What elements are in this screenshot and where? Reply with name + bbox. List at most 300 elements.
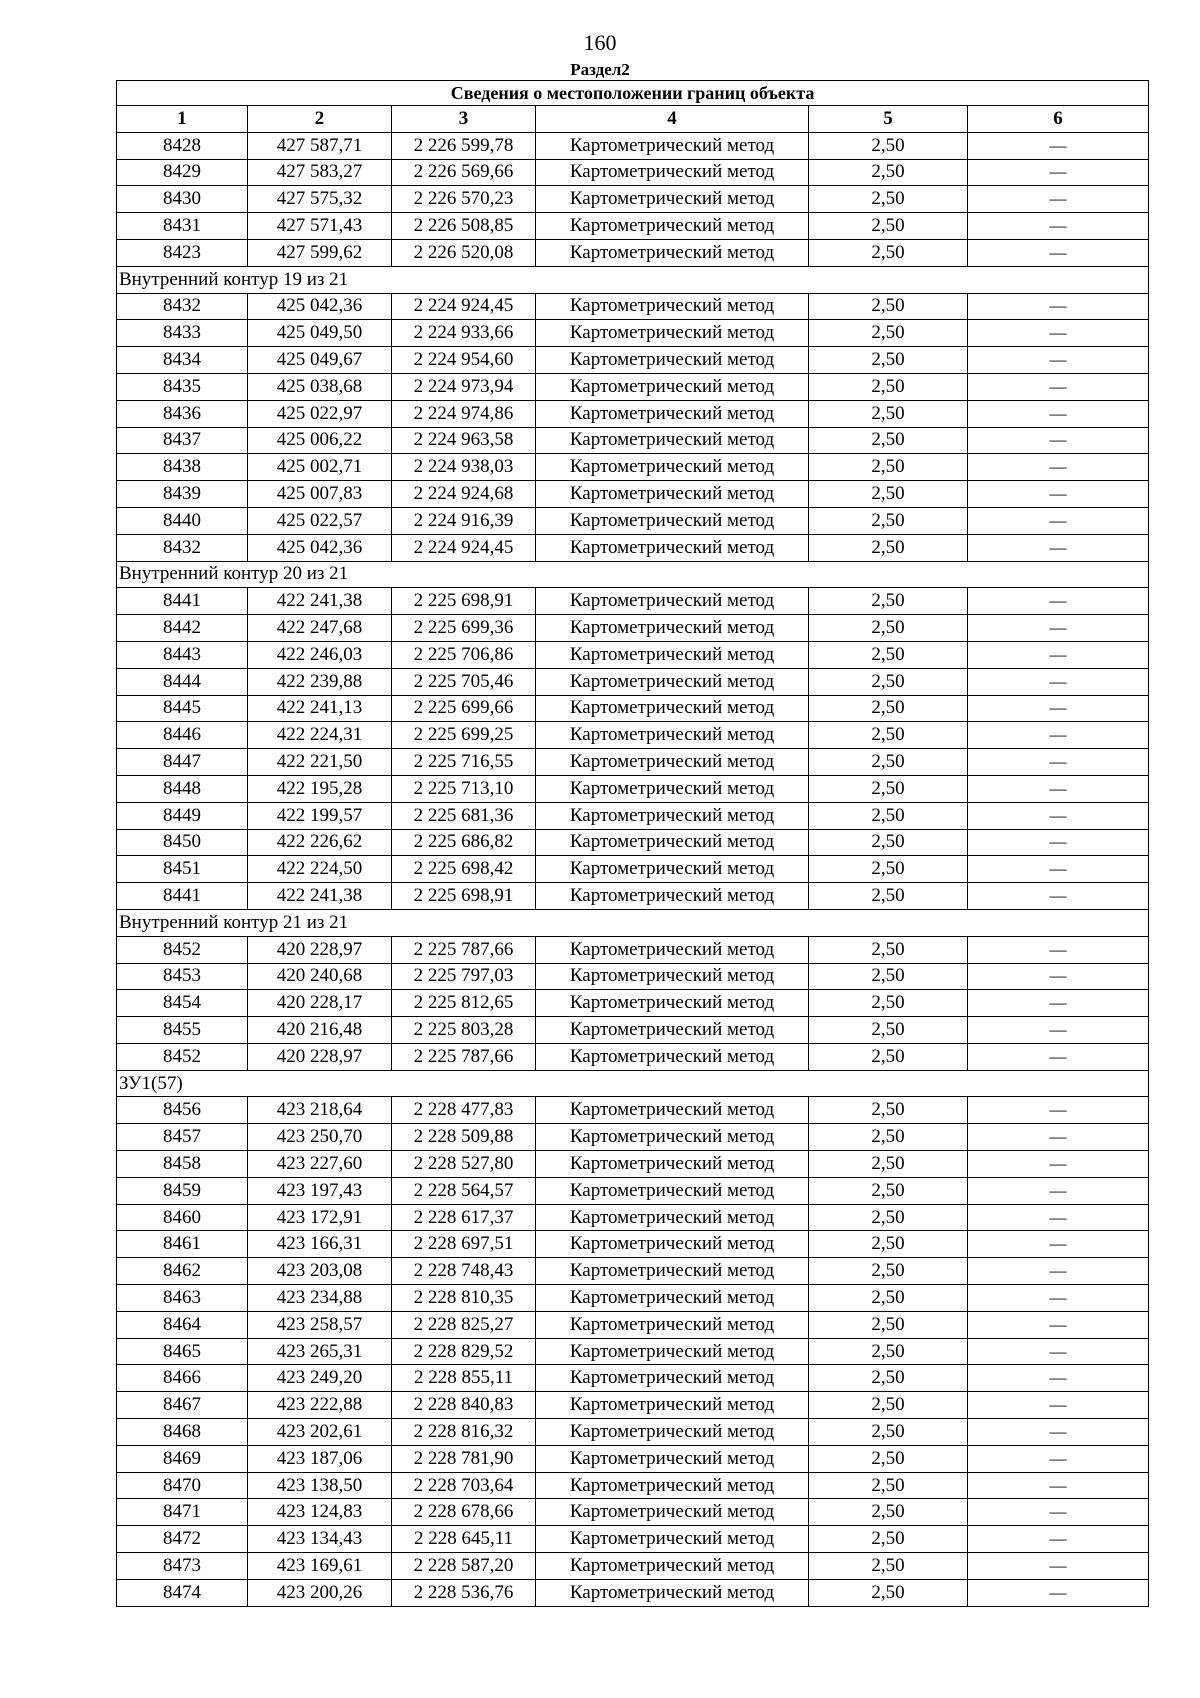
accuracy-cell: 2,50 [809,1338,968,1365]
description-cell: — [968,588,1149,615]
method-cell: Картометрический метод [536,373,809,400]
description-cell: — [968,1258,1149,1285]
point-number-cell: 8461 [117,1231,248,1258]
y-coordinate-cell: 2 228 509,88 [392,1124,536,1151]
description-cell: — [968,1365,1149,1392]
x-coordinate-cell: 422 221,50 [248,749,392,776]
x-coordinate-cell: 423 234,88 [248,1285,392,1312]
table-row [117,373,1149,400]
x-coordinate-cell: 425 022,97 [248,400,392,427]
accuracy-cell: 2,50 [809,749,968,776]
x-coordinate-cell: 423 250,70 [248,1124,392,1151]
method-cell: Картометрический метод [536,239,809,266]
x-coordinate-cell: 427 575,32 [248,186,392,213]
y-coordinate-cell: 2 228 810,35 [392,1285,536,1312]
method-cell: Картометрический метод [536,1231,809,1258]
table-row [117,1311,1149,1338]
table-row [117,507,1149,534]
point-number-cell: 8432 [117,534,248,561]
y-coordinate-cell: 2 225 699,36 [392,615,536,642]
table-row [117,1553,1149,1580]
accuracy-cell: 2,50 [809,239,968,266]
description-cell: — [968,1151,1149,1178]
x-coordinate-cell: 425 042,36 [248,534,392,561]
accuracy-cell: 2,50 [809,936,968,963]
accuracy-cell: 2,50 [809,1499,968,1526]
method-cell: Картометрический метод [536,481,809,508]
description-cell: — [968,239,1149,266]
accuracy-cell: 2,50 [809,856,968,883]
point-number-cell: 8440 [117,507,248,534]
y-coordinate-cell: 2 228 829,52 [392,1338,536,1365]
method-cell: Картометрический метод [536,347,809,374]
accuracy-cell: 2,50 [809,883,968,910]
accuracy-cell: 2,50 [809,829,968,856]
table-row [117,1017,1149,1044]
y-coordinate-cell: 2 228 645,11 [392,1526,536,1553]
table-row [117,641,1149,668]
contour-label-row [117,561,1149,588]
method-cell: Картометрический метод [536,856,809,883]
y-coordinate-cell: 2 228 825,27 [392,1311,536,1338]
x-coordinate-cell: 422 199,57 [248,802,392,829]
method-cell: Картометрический метод [536,1338,809,1365]
y-coordinate-cell: 2 225 705,46 [392,668,536,695]
table-row [117,427,1149,454]
method-cell: Картометрический метод [536,1472,809,1499]
y-coordinate-cell: 2 228 816,32 [392,1419,536,1446]
x-coordinate-cell: 427 587,71 [248,132,392,159]
accuracy-cell: 2,50 [809,1472,968,1499]
column-number-row [117,106,1149,133]
method-cell: Картометрический метод [536,1579,809,1606]
method-cell: Картометрический метод [536,427,809,454]
x-coordinate-cell: 423 258,57 [248,1311,392,1338]
y-coordinate-cell: 2 226 599,78 [392,132,536,159]
y-coordinate-cell: 2 224 916,39 [392,507,536,534]
x-coordinate-cell: 422 241,13 [248,695,392,722]
accuracy-cell: 2,50 [809,481,968,508]
accuracy-cell: 2,50 [809,615,968,642]
accuracy-cell: 2,50 [809,1231,968,1258]
x-coordinate-cell: 425 038,68 [248,373,392,400]
table-row [117,963,1149,990]
point-number-cell: 8451 [117,856,248,883]
table-row [117,1472,1149,1499]
point-number-cell: 8441 [117,883,248,910]
method-cell: Картометрический метод [536,1043,809,1070]
table-row [117,749,1149,776]
x-coordinate-cell: 420 216,48 [248,1017,392,1044]
accuracy-cell: 2,50 [809,588,968,615]
accuracy-cell: 2,50 [809,293,968,320]
point-number-cell: 8458 [117,1151,248,1178]
x-coordinate-cell: 423 169,61 [248,1553,392,1580]
description-cell: — [968,400,1149,427]
point-number-cell: 8448 [117,775,248,802]
accuracy-cell: 2,50 [809,1043,968,1070]
x-coordinate-cell: 420 240,68 [248,963,392,990]
y-coordinate-cell: 2 225 803,28 [392,1017,536,1044]
x-coordinate-cell: 423 265,31 [248,1338,392,1365]
table-row [117,400,1149,427]
method-cell: Картометрический метод [536,1151,809,1178]
table-row [117,588,1149,615]
accuracy-cell: 2,50 [809,427,968,454]
x-coordinate-cell: 425 007,83 [248,481,392,508]
x-coordinate-cell: 423 138,50 [248,1472,392,1499]
method-cell: Картометрический метод [536,1553,809,1580]
accuracy-cell: 2,50 [809,534,968,561]
description-cell: — [968,132,1149,159]
x-coordinate-cell: 422 195,28 [248,775,392,802]
point-number-cell: 8434 [117,347,248,374]
accuracy-cell: 2,50 [809,1392,968,1419]
table-row [117,186,1149,213]
point-number-cell: 8459 [117,1177,248,1204]
table-row [117,1097,1149,1124]
y-coordinate-cell: 2 224 924,45 [392,293,536,320]
method-cell: Картометрический метод [536,1419,809,1446]
description-cell: — [968,1204,1149,1231]
y-coordinate-cell: 2 226 508,85 [392,213,536,240]
point-number-cell: 8453 [117,963,248,990]
point-number-cell: 8450 [117,829,248,856]
description-cell: — [968,1472,1149,1499]
point-number-cell: 8442 [117,615,248,642]
method-cell: Картометрический метод [536,400,809,427]
table-row [117,1579,1149,1606]
description-cell: — [968,213,1149,240]
y-coordinate-cell: 2 224 973,94 [392,373,536,400]
x-coordinate-cell: 423 227,60 [248,1151,392,1178]
x-coordinate-cell: 423 124,83 [248,1499,392,1526]
description-cell: — [968,963,1149,990]
accuracy-cell: 2,50 [809,1526,968,1553]
point-number-cell: 8468 [117,1419,248,1446]
table-caption: Сведения о местоположении границ объекта [117,81,1149,106]
point-number-cell: 8433 [117,320,248,347]
method-cell: Картометрический метод [536,1204,809,1231]
x-coordinate-cell: 423 222,88 [248,1392,392,1419]
method-cell: Картометрический метод [536,641,809,668]
point-number-cell: 8463 [117,1285,248,1312]
table-row [117,990,1149,1017]
method-cell: Картометрический метод [536,1365,809,1392]
description-cell: — [968,1499,1149,1526]
y-coordinate-cell: 2 228 840,83 [392,1392,536,1419]
point-number-cell: 8430 [117,186,248,213]
point-number-cell: 8464 [117,1311,248,1338]
y-coordinate-cell: 2 228 477,83 [392,1097,536,1124]
table-row [117,615,1149,642]
point-number-cell: 8431 [117,213,248,240]
table-row [117,775,1149,802]
table-row [117,883,1149,910]
method-cell: Картометрический метод [536,1177,809,1204]
description-cell: — [968,481,1149,508]
x-coordinate-cell: 423 187,06 [248,1445,392,1472]
description-cell: — [968,159,1149,186]
point-number-cell: 8474 [117,1579,248,1606]
table-row [117,1365,1149,1392]
method-cell: Картометрический метод [536,507,809,534]
description-cell: — [968,1017,1149,1044]
x-coordinate-cell: 425 049,67 [248,347,392,374]
point-number-cell: 8473 [117,1553,248,1580]
column-number: 5 [809,106,968,133]
column-number: 2 [248,106,392,133]
accuracy-cell: 2,50 [809,641,968,668]
x-coordinate-cell: 420 228,17 [248,990,392,1017]
method-cell: Картометрический метод [536,990,809,1017]
x-coordinate-cell: 423 166,31 [248,1231,392,1258]
x-coordinate-cell: 425 006,22 [248,427,392,454]
accuracy-cell: 2,50 [809,132,968,159]
x-coordinate-cell: 422 224,31 [248,722,392,749]
method-cell: Картометрический метод [536,963,809,990]
description-cell: — [968,936,1149,963]
accuracy-cell: 2,50 [809,1553,968,1580]
point-number-cell: 8466 [117,1365,248,1392]
point-number-cell: 8470 [117,1472,248,1499]
accuracy-cell: 2,50 [809,1311,968,1338]
contour-label: ЗУ1(57) [117,1070,1149,1097]
x-coordinate-cell: 425 002,71 [248,454,392,481]
y-coordinate-cell: 2 228 617,37 [392,1204,536,1231]
accuracy-cell: 2,50 [809,1445,968,1472]
accuracy-cell: 2,50 [809,963,968,990]
table-row [117,347,1149,374]
point-number-cell: 8471 [117,1499,248,1526]
accuracy-cell: 2,50 [809,668,968,695]
accuracy-cell: 2,50 [809,1419,968,1446]
point-number-cell: 8445 [117,695,248,722]
accuracy-cell: 2,50 [809,1204,968,1231]
y-coordinate-cell: 2 228 527,80 [392,1151,536,1178]
table-row [117,1124,1149,1151]
accuracy-cell: 2,50 [809,1177,968,1204]
description-cell: — [968,1392,1149,1419]
x-coordinate-cell: 423 200,26 [248,1579,392,1606]
y-coordinate-cell: 2 225 686,82 [392,829,536,856]
description-cell: — [968,1311,1149,1338]
x-coordinate-cell: 423 249,20 [248,1365,392,1392]
y-coordinate-cell: 2 226 569,66 [392,159,536,186]
column-number: 3 [392,106,536,133]
description-cell: — [968,883,1149,910]
point-number-cell: 8423 [117,239,248,266]
point-number-cell: 8472 [117,1526,248,1553]
accuracy-cell: 2,50 [809,1151,968,1178]
description-cell: — [968,320,1149,347]
x-coordinate-cell: 422 241,38 [248,883,392,910]
point-number-cell: 8462 [117,1258,248,1285]
x-coordinate-cell: 423 172,91 [248,1204,392,1231]
description-cell: — [968,1124,1149,1151]
point-number-cell: 8449 [117,802,248,829]
table-row [117,1419,1149,1446]
y-coordinate-cell: 2 225 713,10 [392,775,536,802]
description-cell: — [968,347,1149,374]
method-cell: Картометрический метод [536,588,809,615]
table-row [117,1258,1149,1285]
description-cell: — [968,507,1149,534]
y-coordinate-cell: 2 228 748,43 [392,1258,536,1285]
x-coordinate-cell: 427 599,62 [248,239,392,266]
x-coordinate-cell: 423 218,64 [248,1097,392,1124]
accuracy-cell: 2,50 [809,722,968,749]
point-number-cell: 8428 [117,132,248,159]
y-coordinate-cell: 2 224 933,66 [392,320,536,347]
description-cell: — [968,1338,1149,1365]
method-cell: Картометрический метод [536,802,809,829]
y-coordinate-cell: 2 228 855,11 [392,1365,536,1392]
table-row [117,1338,1149,1365]
description-cell: — [968,802,1149,829]
column-number: 6 [968,106,1149,133]
x-coordinate-cell: 422 246,03 [248,641,392,668]
accuracy-cell: 2,50 [809,159,968,186]
table-row [117,668,1149,695]
point-number-cell: 8432 [117,293,248,320]
description-cell: — [968,1231,1149,1258]
accuracy-cell: 2,50 [809,695,968,722]
description-cell: — [968,668,1149,695]
x-coordinate-cell: 423 134,43 [248,1526,392,1553]
method-cell: Картометрический метод [536,159,809,186]
description-cell: — [968,534,1149,561]
method-cell: Картометрический метод [536,829,809,856]
point-number-cell: 8438 [117,454,248,481]
y-coordinate-cell: 2 225 698,91 [392,883,536,910]
description-cell: — [968,1285,1149,1312]
contour-label-row [117,909,1149,936]
table-row [117,802,1149,829]
y-coordinate-cell: 2 225 716,55 [392,749,536,776]
description-cell: — [968,695,1149,722]
method-cell: Картометрический метод [536,749,809,776]
point-number-cell: 8460 [117,1204,248,1231]
table-row [117,1445,1149,1472]
y-coordinate-cell: 2 224 974,86 [392,400,536,427]
description-cell: — [968,722,1149,749]
y-coordinate-cell: 2 228 587,20 [392,1553,536,1580]
y-coordinate-cell: 2 225 699,66 [392,695,536,722]
y-coordinate-cell: 2 224 938,03 [392,454,536,481]
table-row [117,829,1149,856]
x-coordinate-cell: 422 226,62 [248,829,392,856]
y-coordinate-cell: 2 225 698,42 [392,856,536,883]
point-number-cell: 8465 [117,1338,248,1365]
table-row [117,936,1149,963]
description-cell: — [968,1553,1149,1580]
y-coordinate-cell: 2 228 781,90 [392,1445,536,1472]
contour-label-row [117,266,1149,293]
point-number-cell: 8436 [117,400,248,427]
method-cell: Картометрический метод [536,1499,809,1526]
table-row [117,1392,1149,1419]
method-cell: Картометрический метод [536,132,809,159]
y-coordinate-cell: 2 224 924,45 [392,534,536,561]
x-coordinate-cell: 422 241,38 [248,588,392,615]
method-cell: Картометрический метод [536,668,809,695]
description-cell: — [968,1526,1149,1553]
method-cell: Картометрический метод [536,1285,809,1312]
table-row [117,722,1149,749]
column-number: 4 [536,106,809,133]
table-row [117,534,1149,561]
description-cell: — [968,293,1149,320]
accuracy-cell: 2,50 [809,320,968,347]
x-coordinate-cell: 423 203,08 [248,1258,392,1285]
contour-label: Внутренний контур 20 из 21 [117,561,1149,588]
method-cell: Картометрический метод [536,320,809,347]
y-coordinate-cell: 2 225 706,86 [392,641,536,668]
point-number-cell: 8446 [117,722,248,749]
point-number-cell: 8435 [117,373,248,400]
table-row [117,1043,1149,1070]
y-coordinate-cell: 2 228 564,57 [392,1177,536,1204]
description-cell: — [968,749,1149,776]
description-cell: — [968,1177,1149,1204]
method-cell: Картометрический метод [536,454,809,481]
accuracy-cell: 2,50 [809,507,968,534]
table-row [117,132,1149,159]
accuracy-cell: 2,50 [809,1285,968,1312]
method-cell: Картометрический метод [536,1124,809,1151]
page-number: 160 [583,30,617,55]
accuracy-cell: 2,50 [809,1017,968,1044]
method-cell: Картометрический метод [536,722,809,749]
x-coordinate-cell: 425 042,36 [248,293,392,320]
table-body [117,132,1149,1606]
description-cell: — [968,829,1149,856]
boundary-table [116,80,1149,1607]
description-cell: — [968,775,1149,802]
x-coordinate-cell: 425 049,50 [248,320,392,347]
x-coordinate-cell: 420 228,97 [248,1043,392,1070]
table-row [117,1499,1149,1526]
x-coordinate-cell: 427 571,43 [248,213,392,240]
accuracy-cell: 2,50 [809,186,968,213]
table-row [117,856,1149,883]
accuracy-cell: 2,50 [809,213,968,240]
accuracy-cell: 2,50 [809,990,968,1017]
point-number-cell: 8454 [117,990,248,1017]
x-coordinate-cell: 423 197,43 [248,1177,392,1204]
column-number: 1 [117,106,248,133]
y-coordinate-cell: 2 226 520,08 [392,239,536,266]
description-cell: — [968,1445,1149,1472]
point-number-cell: 8447 [117,749,248,776]
accuracy-cell: 2,50 [809,1097,968,1124]
accuracy-cell: 2,50 [809,1365,968,1392]
description-cell: — [968,1043,1149,1070]
x-coordinate-cell: 425 022,57 [248,507,392,534]
x-coordinate-cell: 420 228,97 [248,936,392,963]
x-coordinate-cell: 427 583,27 [248,159,392,186]
description-cell: — [968,454,1149,481]
description-cell: — [968,990,1149,1017]
x-coordinate-cell: 422 224,50 [248,856,392,883]
table-row [117,213,1149,240]
point-number-cell: 8455 [117,1017,248,1044]
description-cell: — [968,641,1149,668]
point-number-cell: 8443 [117,641,248,668]
point-number-cell: 8469 [117,1445,248,1472]
description-cell: — [968,1097,1149,1124]
